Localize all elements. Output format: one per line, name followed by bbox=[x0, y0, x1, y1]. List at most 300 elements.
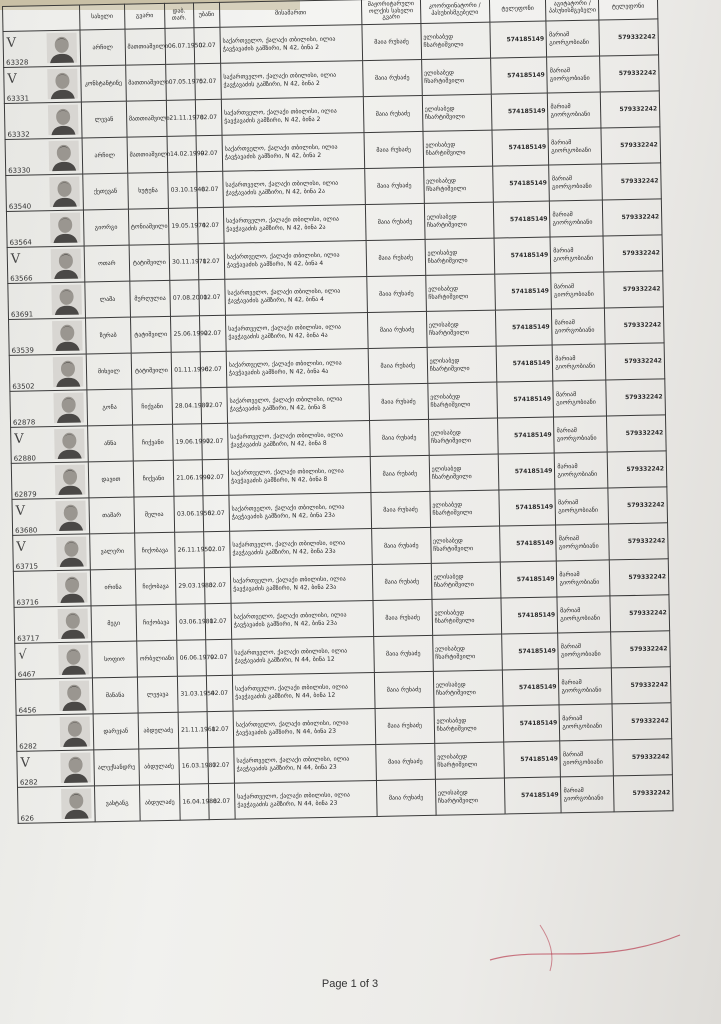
surname: ორბელიანი bbox=[136, 640, 177, 677]
coordinator-phone: 574185149 bbox=[494, 237, 551, 274]
portrait-photo bbox=[47, 69, 78, 100]
header-phone-1: ტელეფონი bbox=[489, 0, 546, 22]
first-name: გიორგი bbox=[83, 209, 128, 246]
agitator: მარიამ გიორგობიანი bbox=[555, 488, 608, 525]
surname: მათთიაშვილი bbox=[125, 28, 166, 65]
birth-date: 26.11.1950 bbox=[175, 532, 204, 569]
coordinator: ელისაბედ ჩხარტიშვილი bbox=[430, 526, 500, 563]
voter-roster-table bbox=[2, 0, 674, 824]
birth-date: 01.11.1996 bbox=[171, 352, 200, 389]
agitator-phone: 579332242 bbox=[603, 235, 663, 272]
address: საქართველო, ქალაქი თბილისი, ილია ჭავჭავაძის გამზირი, N 42, ბინა 4ა bbox=[225, 313, 368, 352]
birth-date: 03.06.1956 bbox=[174, 496, 203, 533]
district-candidate: მაია რუხაძე bbox=[365, 203, 424, 240]
agitator-phone: 579332242 bbox=[601, 127, 661, 164]
address: საქართველო, ქალაქი თბილისი, ილია ჭავჭავაძის გამზირი, N 42, ბინა 2 bbox=[221, 97, 364, 136]
birth-date: 29.03.1983 bbox=[176, 568, 205, 605]
photo-cell bbox=[13, 534, 91, 571]
precinct: 02.07 bbox=[196, 135, 223, 171]
coordinator-phone: 574185149 bbox=[498, 453, 555, 490]
district-candidate: მაია რუხაძე bbox=[371, 491, 430, 528]
agitator: მარიამ გიორგობიანი bbox=[547, 56, 600, 93]
address: საქართველო, ქალაქი თბილისი, ილია ჭავჭავაძის გამზირი, N 42, ბინა 2 bbox=[220, 25, 363, 64]
voter-id-number: 63330 bbox=[8, 166, 31, 175]
photo-cell bbox=[9, 354, 87, 391]
portrait-photo bbox=[53, 393, 84, 424]
coordinator-phone: 574185149 bbox=[491, 93, 548, 130]
birth-date: 14.02.1999 bbox=[167, 136, 196, 173]
portrait-photo bbox=[49, 177, 80, 208]
district-candidate: მაია რუხაძე bbox=[367, 275, 426, 312]
header-first-name: სახელი bbox=[80, 4, 125, 30]
coordinator: ელისაბედ ჩხარტიშვილი bbox=[427, 382, 497, 419]
photo-cell bbox=[5, 138, 83, 175]
first-name: ვახტანგ bbox=[95, 785, 140, 822]
coordinator: ელისაბედ ჩხარტიშვილი bbox=[423, 130, 493, 167]
surname: ჩიქობავა bbox=[135, 568, 176, 605]
address: საქართველო, ქალაქი თბილისი, ილია ჭავჭავაძის გამზირი, N 42, ბინა 2ა bbox=[223, 205, 366, 244]
portrait-photo bbox=[59, 680, 90, 711]
address: საქართველო, ქალაქი თბილისი, ილია ჭავჭავაძის გამზირი, N 44, ბინა 23 bbox=[234, 780, 377, 819]
surname: მათთიაშვილი bbox=[127, 136, 168, 173]
agitator: მარიამ გიორგობიანი bbox=[553, 380, 606, 417]
coordinator: ელისაბედ ჩხარტიშვილი bbox=[423, 166, 493, 203]
photo-cell bbox=[6, 210, 84, 247]
birth-date: 03.06.1981 bbox=[176, 604, 205, 641]
precinct: 02.07 bbox=[205, 603, 232, 639]
birth-date: 28.04.1987 bbox=[172, 388, 201, 425]
precinct: 02.07 bbox=[207, 711, 234, 747]
address: საქართველო, ქალაქი თბილისი, ილია ჭავჭავაძის გამზირი, N 42, ბინა 4 bbox=[225, 277, 368, 316]
first-name: ირინა bbox=[90, 569, 135, 606]
district-candidate: მაია რუხაძე bbox=[362, 59, 421, 96]
coordinator: ელისაბედ ჩხარტიშვილი bbox=[434, 706, 504, 743]
surname: აბდულაძე bbox=[138, 712, 179, 749]
coordinator: ელისაბედ ჩხარტიშვილი bbox=[428, 418, 498, 455]
birth-date: 06.06.1979 bbox=[177, 640, 206, 677]
voter-id-number: 63502 bbox=[12, 382, 35, 391]
coordinator-phone: 574185149 bbox=[494, 273, 551, 310]
portrait-photo bbox=[56, 500, 87, 531]
first-name: თამარ bbox=[89, 497, 134, 534]
agitator-phone: 579332242 bbox=[612, 703, 672, 740]
agitator: მარიამ გიორგობიანი bbox=[548, 128, 601, 165]
agitator-phone: 579332242 bbox=[608, 487, 668, 524]
agitator-phone: 579332242 bbox=[607, 415, 667, 452]
birth-date: 07.05.1975 bbox=[166, 64, 195, 101]
agitator-phone: 579332242 bbox=[613, 739, 673, 776]
coordinator: ელისაბედ ჩხარტიშვილი bbox=[430, 490, 500, 527]
voter-id-number: 63715 bbox=[15, 562, 39, 571]
header-coordinator: კოორდინატორი / პასუხისმგებელი bbox=[420, 0, 489, 23]
coordinator: ელისაბედ ჩხარტიშვილი bbox=[422, 94, 492, 131]
check-mark: V bbox=[16, 539, 26, 555]
precinct: 02.07 bbox=[200, 387, 227, 423]
coordinator: ელისაბედ ჩხარტიშვილი bbox=[431, 562, 501, 599]
coordinator-phone: 574185149 bbox=[496, 381, 553, 418]
portrait-photo bbox=[60, 752, 91, 783]
voter-id-number: 62880 bbox=[13, 454, 37, 463]
photo-cell bbox=[10, 390, 88, 427]
surname: ტატიშვილი bbox=[131, 352, 172, 389]
portrait-photo bbox=[51, 285, 82, 316]
agitator-phone: 579332242 bbox=[600, 91, 660, 128]
agitator-phone: 579332242 bbox=[613, 775, 673, 812]
coordinator: ელისაბედ ჩხარტიშვილი bbox=[421, 58, 491, 95]
agitator: მარიამ გიორგობიანი bbox=[557, 596, 610, 633]
voter-id-number: 6282 bbox=[19, 742, 38, 751]
coordinator-phone: 574185149 bbox=[493, 201, 550, 238]
district-candidate: მაია რუხაძე bbox=[366, 239, 425, 276]
address: საქართველო, ქალაქი თბილისი, ილია ჭავჭავაძის გამზირი, N 42, ბინა 23ა bbox=[230, 564, 373, 603]
voter-id-number: 626 bbox=[20, 814, 35, 823]
portrait-photo bbox=[57, 572, 88, 603]
header-surname: გვარი bbox=[124, 3, 165, 29]
address: საქართველო, ქალაქი თბილისი, ილია ჭავჭავაძის გამზირი, N 42, ბინა 8 bbox=[227, 421, 370, 460]
agitator-phone: 579332242 bbox=[611, 667, 671, 704]
voter-id-number: 63566 bbox=[10, 274, 33, 283]
address: საქართველო, ქალაქი თბილისი, ილია ჭავჭავაძის გამზირი, N 44, ბინა 23 bbox=[234, 744, 377, 783]
address: საქართველო, ქალაქი თბილისი, ილია ჭავჭავაძის გამზირი, N 42, ბინა 2 bbox=[222, 133, 365, 172]
agitator-phone: 579332242 bbox=[599, 19, 659, 56]
address: საქართველო, ქალაქი თბილისი, ილია ჭავჭავაძის გამზირი, N 44, ბინა 23 bbox=[233, 708, 376, 747]
birth-date: 03.10.1948 bbox=[168, 172, 197, 209]
precinct: 02.07 bbox=[200, 351, 227, 387]
portrait-photo bbox=[51, 249, 82, 280]
coordinator-phone: 574185149 bbox=[498, 489, 555, 526]
agitator-phone: 579332242 bbox=[602, 163, 662, 200]
district-candidate: მაია რუხაძე bbox=[368, 347, 427, 384]
district-candidate: მაია რუხაძე bbox=[362, 23, 421, 60]
agitator-phone: 579332242 bbox=[600, 55, 660, 92]
portrait-photo bbox=[55, 464, 86, 495]
precinct: 02.07 bbox=[208, 783, 235, 819]
voter-id-number: 62879 bbox=[14, 490, 37, 499]
agitator-phone: 579332242 bbox=[611, 631, 671, 668]
coordinator-phone: 574185149 bbox=[499, 525, 556, 562]
address: საქართველო, ქალაქი თბილისი, ილია ჭავჭავაძის გამზირი, N 42, ბინა 2 bbox=[221, 61, 364, 100]
district-candidate: მაია რუხაძე bbox=[374, 671, 433, 708]
address: საქართველო, ქალაქი თბილისი, ილია ჭავჭავაძის გამზირი, N 42, ბინა 23ა bbox=[230, 529, 373, 568]
check-mark: V bbox=[20, 755, 31, 771]
coordinator-phone: 574185149 bbox=[502, 669, 559, 706]
precinct: 02.07 bbox=[196, 171, 223, 207]
check-mark: √ bbox=[18, 647, 27, 663]
header-dob: დაბ. თარ. bbox=[165, 3, 194, 29]
portrait-photo bbox=[53, 357, 84, 388]
precinct: 02.07 bbox=[195, 99, 222, 135]
precinct: 02.07 bbox=[207, 747, 234, 783]
photo-cell bbox=[9, 318, 87, 355]
coordinator-phone: 574185149 bbox=[501, 633, 558, 670]
header-agitator: აგიტატორი / პასუხისმგებელი bbox=[546, 0, 599, 21]
photo-cell bbox=[17, 750, 95, 787]
agitator: მარიამ გიორგობიანი bbox=[549, 164, 602, 201]
birth-date: 16.03.1987 bbox=[179, 748, 208, 785]
agitator-phone: 579332242 bbox=[609, 523, 669, 560]
first-name: ოთარ bbox=[84, 245, 129, 282]
agitator: მარიამ გიორგობიანი bbox=[554, 416, 607, 453]
coordinator-phone: 574185149 bbox=[503, 741, 560, 778]
birth-date: 25.06.1992 bbox=[171, 316, 200, 353]
surname: ჩიქობავა bbox=[134, 532, 175, 569]
voter-id-number: 63564 bbox=[9, 238, 32, 247]
voter-id-number: 63716 bbox=[16, 598, 39, 607]
agitator-phone: 579332242 bbox=[605, 307, 665, 344]
first-name: დავით bbox=[88, 461, 133, 498]
coordinator: ელისაბედ ჩხარტიშვილი bbox=[435, 778, 505, 815]
first-name: ვალერი bbox=[90, 533, 135, 570]
agitator-phone: 579332242 bbox=[604, 271, 664, 308]
address: საქართველო, ქალაქი თბილისი, ილია ჭავჭავაძის გამზირი, N 44, ბინა 12 bbox=[232, 636, 375, 675]
photo-cell bbox=[7, 246, 85, 283]
address: საქართველო, ქალაქი თბილისი, ილია ჭავჭავაძის გამზირი, N 42, ბინა 2ა bbox=[223, 169, 366, 208]
coordinator-phone: 574185149 bbox=[504, 777, 561, 814]
district-candidate: მაია რუხაძე bbox=[363, 95, 422, 132]
check-mark: V bbox=[6, 35, 17, 51]
agitator-phone: 579332242 bbox=[607, 451, 667, 488]
photo-cell bbox=[4, 66, 82, 103]
surname: მურღულია bbox=[129, 280, 170, 317]
check-mark: V bbox=[7, 71, 17, 87]
first-name: გოჩა bbox=[87, 389, 132, 426]
surname: ხუტუნა bbox=[127, 172, 168, 209]
agitator: მარიამ გიორგობიანი bbox=[557, 560, 610, 597]
address: საქართველო, ქალაქი თბილისი, ილია ჭავჭავაძის გამზირი, N 42, ბინა 8 bbox=[228, 457, 371, 496]
surname: მათთიაშვილი bbox=[126, 100, 167, 137]
precinct: 02.07 bbox=[204, 567, 231, 603]
check-mark: V bbox=[14, 431, 24, 447]
first-name: ანნა bbox=[88, 425, 133, 462]
coordinator-phone: 574185149 bbox=[492, 129, 549, 166]
district-candidate: მაია რუხაძე bbox=[372, 563, 431, 600]
precinct: 02.07 bbox=[194, 27, 221, 63]
first-name: ლაშა bbox=[85, 281, 130, 318]
district-candidate: მაია რუხაძე bbox=[369, 419, 428, 456]
surname: აბდულაძე bbox=[139, 784, 180, 821]
agitator: მარიამ გიორგობიანი bbox=[561, 776, 614, 813]
coordinator: ელისაბედ ჩხარტიშვილი bbox=[425, 274, 495, 311]
agitator: მარიამ გიორგობიანი bbox=[555, 452, 608, 489]
precinct: 02.07 bbox=[203, 495, 230, 531]
agitator-phone: 579332242 bbox=[605, 343, 665, 380]
photo-cell bbox=[14, 606, 92, 643]
page-footer: Page 1 of 3 bbox=[321, 978, 379, 990]
photo-cell bbox=[11, 426, 89, 463]
coordinator-phone: 574185149 bbox=[490, 57, 547, 94]
agitator-phone: 579332242 bbox=[602, 199, 662, 236]
portrait-photo bbox=[49, 141, 80, 172]
portrait-photo bbox=[48, 105, 79, 136]
surname: აბდულაძე bbox=[138, 748, 179, 785]
precinct: 02.07 bbox=[202, 459, 229, 495]
first-name: სოფიო bbox=[92, 641, 137, 678]
coordinator: ელისაბედ ჩხარტიშვილი bbox=[427, 346, 497, 383]
header-address: მისამართი bbox=[219, 0, 361, 27]
voter-id-number: 63717 bbox=[17, 634, 40, 643]
agitator: მარიამ გიორგობიანი bbox=[550, 236, 603, 273]
birth-date: 16.04.1988 bbox=[180, 784, 209, 821]
agitator: მარიამ გიორგობიანი bbox=[552, 344, 605, 381]
district-candidate: მაია რუხაძე bbox=[376, 743, 435, 780]
header-district: მაჟორიტარული ოლქის სახელი გვარი bbox=[361, 0, 420, 25]
precinct: 02.07 bbox=[198, 243, 225, 279]
agitator: მარიამ გიორგობიანი bbox=[560, 740, 613, 777]
address: საქართველო, ქალაქი თბილისი, ილია ჭავჭავაძის გამზირი, N 42, ბინა 23ა bbox=[231, 600, 374, 639]
first-name: მიხეილ bbox=[86, 353, 131, 390]
coordinator: ელისაბედ ჩხარტიშვილი bbox=[432, 634, 502, 671]
surname: ჩიქვანი bbox=[132, 388, 173, 425]
address: საქართველო, ქალაქი თბილისი, ილია ჭავჭავაძის გამზირი, N 44, ბინა 12 bbox=[232, 672, 375, 711]
voter-id-number: 6467 bbox=[17, 670, 36, 679]
agitator: მარიამ გიორგობიანი bbox=[551, 272, 604, 309]
voter-id-number: 63332 bbox=[7, 130, 30, 139]
surname: ტატიშვილი bbox=[130, 316, 171, 353]
photo-cell bbox=[16, 714, 94, 751]
check-mark: V bbox=[10, 251, 21, 267]
coordinator-phone: 574185149 bbox=[490, 21, 547, 58]
voter-id-number: 63540 bbox=[8, 202, 32, 211]
district-candidate: მაია რუხაძე bbox=[371, 527, 430, 564]
coordinator: ელისაბედ ჩხარტიშვილი bbox=[432, 598, 502, 635]
voter-id-number: 6456 bbox=[18, 706, 37, 715]
agitator: მარიამ გიორგობიანი bbox=[559, 704, 612, 741]
portrait-photo bbox=[58, 644, 89, 675]
photo-cell bbox=[6, 174, 84, 211]
voter-id-number: 63680 bbox=[14, 526, 38, 535]
portrait-photo bbox=[54, 429, 85, 460]
voter-id-number: 63691 bbox=[10, 310, 34, 319]
first-name: მეგი bbox=[91, 605, 136, 642]
address: საქართველო, ქალაქი თბილისი, ილია ჭავჭავაძის გამზირი, N 42, ბინა 4 bbox=[224, 241, 367, 280]
voter-id-number: 62878 bbox=[12, 418, 36, 427]
portrait-photo bbox=[58, 608, 89, 639]
district-candidate: მაია რუხაძე bbox=[374, 635, 433, 672]
birth-date: 19.06.1997 bbox=[173, 424, 202, 461]
agitator: მარიამ გიორგობიანი bbox=[559, 668, 612, 705]
coordinator: ელისაბედ ჩხარტიშვილი bbox=[434, 742, 504, 779]
coordinator-phone: 574185149 bbox=[503, 705, 560, 742]
agitator: მარიამ გიორგობიანი bbox=[552, 308, 605, 345]
agitator: მარიამ გიორგობიანი bbox=[558, 632, 611, 669]
surname: ჩიქობავა bbox=[136, 604, 177, 641]
agitator-phone: 579332242 bbox=[610, 595, 670, 632]
precinct: 02.07 bbox=[206, 675, 233, 711]
first-name: ლევან bbox=[81, 101, 126, 138]
coordinator: ელისაბედ ჩხარტიშვილი bbox=[429, 454, 499, 491]
photo-cell bbox=[15, 678, 93, 715]
photo-cell bbox=[11, 462, 89, 499]
surname: ლეჟავა bbox=[137, 676, 178, 713]
birth-date: 21.11.1961 bbox=[178, 712, 207, 749]
header-phone-2: ტელეფონი bbox=[598, 0, 657, 20]
portrait-photo bbox=[52, 321, 83, 352]
coordinator: ელისაბედ ჩხარტიშვილი bbox=[421, 22, 491, 59]
coordinator-phone: 574185149 bbox=[496, 345, 553, 382]
first-name: კონსტანტინე bbox=[81, 65, 126, 102]
agitator: მარიამ გიორგობიანი bbox=[556, 524, 609, 561]
first-name: მანანა bbox=[92, 677, 137, 714]
coordinator: ელისაბედ ჩხარტიშვილი bbox=[425, 238, 495, 275]
birth-date: 06.07.1950 bbox=[165, 28, 194, 65]
agitator: მარიამ გიორგობიანი bbox=[546, 20, 599, 57]
surname: შელია bbox=[134, 496, 175, 533]
precinct: 02.07 bbox=[194, 63, 221, 99]
agitator-phone: 579332242 bbox=[609, 559, 669, 596]
agitator: მარიამ გიორგობიანი bbox=[548, 92, 601, 129]
portrait-photo bbox=[50, 213, 81, 244]
first-name: არჩილ bbox=[82, 137, 127, 174]
first-name: ქეთევან bbox=[83, 173, 128, 210]
precinct: 02.07 bbox=[205, 639, 232, 675]
voter-id-number: 6282 bbox=[19, 778, 38, 787]
surname: ჩიქვანი bbox=[132, 424, 173, 461]
photo-cell bbox=[15, 642, 93, 679]
surname: ტატიშვილი bbox=[129, 244, 170, 281]
coordinator: ელისაბედ ჩხარტიშვილი bbox=[424, 202, 494, 239]
precinct: 02.07 bbox=[198, 279, 225, 315]
district-candidate: მაია რუხაძე bbox=[370, 455, 429, 492]
precinct: 02.07 bbox=[201, 423, 228, 459]
first-name: ზურაბ bbox=[86, 317, 131, 354]
birth-date: 07.08.2001 bbox=[170, 280, 199, 317]
photo-cell bbox=[3, 30, 81, 67]
photo-cell bbox=[4, 102, 82, 139]
agitator: მარიამ გიორგობიანი bbox=[550, 200, 603, 237]
coordinator: ელისაბედ ჩხარტიშვილი bbox=[433, 670, 503, 707]
photo-cell bbox=[8, 282, 86, 319]
address: საქართველო, ქალაქი თბილისი, ილია ჭავჭავაძის გამზირი, N 42, ბინა 23ა bbox=[229, 493, 372, 532]
first-name: დარეჯან bbox=[93, 713, 138, 750]
coordinator-phone: 574185149 bbox=[500, 561, 557, 598]
coordinator: ელისაბედ ჩხარტიშვილი bbox=[426, 310, 496, 347]
precinct: 02.07 bbox=[203, 531, 230, 567]
portrait-photo bbox=[61, 788, 92, 819]
birth-date: 19.05.1974 bbox=[169, 208, 198, 245]
header-photo bbox=[3, 5, 81, 31]
portrait-photo bbox=[56, 536, 87, 567]
district-candidate: მაია რუხაძე bbox=[373, 599, 432, 636]
address: საქართველო, ქალაქი თბილისი, ილია ჭავჭავაძის გამზირი, N 42, ბინა 4ა bbox=[226, 349, 369, 388]
birth-date: 21.06.1999 bbox=[173, 460, 202, 497]
voter-id-number: 63328 bbox=[6, 58, 29, 67]
precinct: 02.07 bbox=[199, 315, 226, 351]
coordinator-phone: 574185149 bbox=[497, 417, 554, 454]
header-precinct: უბანი bbox=[193, 2, 220, 28]
birth-date: 31.03.1954 bbox=[178, 676, 207, 713]
first-name: არჩილ bbox=[80, 29, 125, 66]
surname: მათთიაშვილი bbox=[125, 64, 166, 101]
district-candidate: მაია რუხაძე bbox=[367, 311, 426, 348]
district-candidate: მაია რუხაძე bbox=[369, 383, 428, 420]
district-candidate: მაია რუხაძე bbox=[365, 167, 424, 204]
voter-id-number: 63539 bbox=[11, 346, 34, 355]
birth-date: 21.11.1978 bbox=[167, 100, 196, 137]
district-candidate: მაია რუხაძე bbox=[376, 779, 435, 816]
photo-cell bbox=[12, 498, 90, 535]
photo-cell bbox=[18, 786, 96, 823]
precinct: 02.07 bbox=[197, 207, 224, 243]
red-ink-marks bbox=[480, 905, 700, 975]
birth-date: 30.11.1971 bbox=[169, 244, 198, 281]
check-mark: V bbox=[15, 503, 26, 519]
portrait-photo bbox=[60, 716, 91, 747]
first-name: ალექსანდრე bbox=[94, 749, 139, 786]
photo-cell bbox=[13, 570, 91, 607]
coordinator-phone: 574185149 bbox=[492, 165, 549, 202]
surname: ტონიაშვილი bbox=[128, 208, 169, 245]
surname: ჩიქვანი bbox=[133, 460, 174, 497]
